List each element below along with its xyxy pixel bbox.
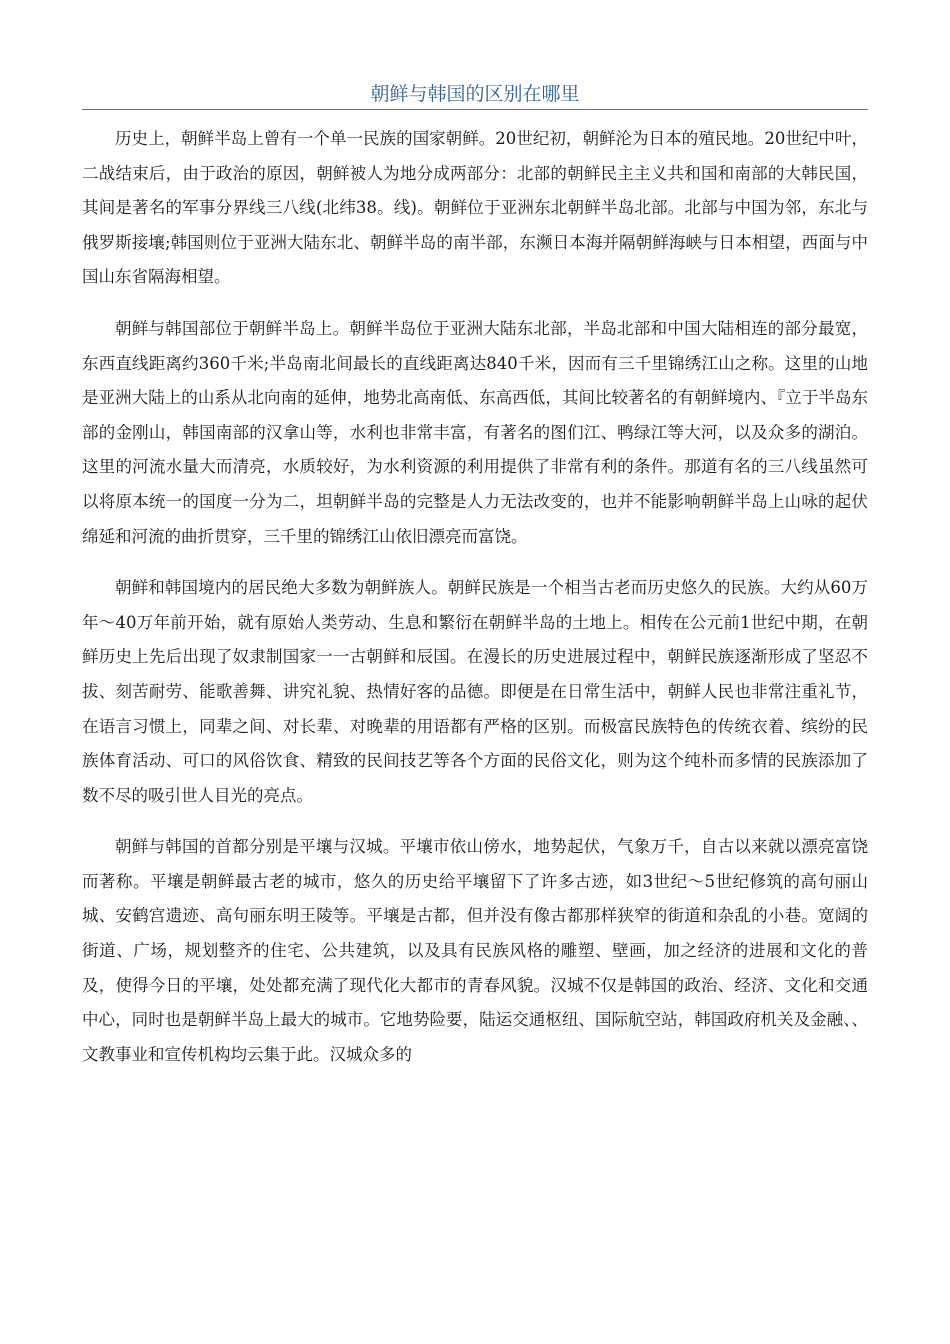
document-body (82, 122, 868, 1089)
paragraph-people: 朝鲜和韩国境内的居民绝大多数为朝鲜族人。朝鲜民族是一个相当古老而历史悠久的民族。大约从60万年～40万年前开始，就有原始人类劳动、生息和繁衍在朝鲜半岛的土地上。相传在公元前1世纪中期，在朝鲜历史上先后出现了奴隶制国家一一古朝鲜和辰国。在漫长的历史进展过程中，朝鲜民族逐渐形成了坚忍不拔、刻苦耐劳、能歌善舞、讲究礼貌、热情好客的品德。即便是在日常生活中，朝鲜人民也非常注重礼节，在语言习惯上，同辈之间、对长辈、对晚辈的用语都有严格的区别。而极富民族特色的传统衣着、缤纷的民族体育活动、可口的风俗饮食、精致的民间技艺等各个方面的民俗文化，则为这个纯朴而多情的民族添加了数不尽的吸引世人目光的亮点。 (82, 578, 868, 805)
paragraph-geography: 朝鲜与韩国部位于朝鲜半岛上。朝鲜半岛位于亚洲大陆东北部，半岛北部和中国大陆相连的部分最宽，东西直线距离约360千米;半岛南北间最长的直线距离达840千米，因而有三千里锦绣江山之称。这里的山地是亚洲大陆上的山系从北向南的延伸，地势北高南低、东高西低，其间比较著名的有朝鲜境内、『立于半岛东部的金刚山，韩国南部的汉拿山等，水利也非常丰富，有著名的图们江、鸭绿江等大河，以及众多的湖泊。这里的河流水量大而清亮，水质较好，为水利资源的利用提供了非常有利的条件。那道有名的三八线虽然可以将原本统一的国度一分为二，坦朝鲜半岛的完整是人力无法改变的，也并不能影响朝鲜半岛上山咏的起伏绵延和河流的曲折贯穿，三千里的锦绣江山依旧漂亮而富饶。 (82, 318, 868, 546)
paragraph-capitals: 朝鲜与韩国的首都分别是平壤与汉城。平壤市依山傍水，地势起伏，气象万千，自古以来就以漂亮富饶而著称。平壤是朝鲜最古老的城市，悠久的历史给平壤留下了许多古迹，如3世纪～5世纪修筑的高句丽山城、安鹤宫遗迹、高句丽东明王陵等。平壤是古都，但并没有像古都那样狭窄的街道和杂乱的小巷。宽阔的街道、广场，规划整齐的住宅、公共建筑，以及具有民族风格的雕塑、壁画，加之经济的进展和文化的普及，使得今日的平壤，处处都充满了现代化大都市的青春风貌。汉城不仅是韩国的政治、经济、文化和交通中心，同时也是朝鲜半岛上最大的城市。它地势险要，陆运交通枢纽、国际航空站，韩国政府机关及金融、、文教事业和宣传机构均云集于此。汉城众多的 (82, 837, 868, 1064)
page-header-title: 朝鲜与韩国的区别在哪里 (370, 83, 580, 105)
paragraph-history: 历史上，朝鲜半岛上曾有一个单一民族的国家朝鲜。20世纪初，朝鲜沦为日本的殖民地。20世纪中叶，二战结束后，由于政治的原因，朝鲜被人为地分成两部分：北部的朝鲜民主主义共和国和南部的大韩民国，其间是著名的军事分界线三八线(北纬38。线)。朝鲜位于亚洲东北朝鲜半岛北部。北部与中国为邻，东北与俄罗斯接壤;韩国则位于亚洲大陆东北、朝鲜半岛的南半部，东濒日本海并隔朝鲜海峡与日本相望，西面与中国山东省隔海相望。 (82, 129, 868, 287)
header-divider (82, 109, 868, 110)
